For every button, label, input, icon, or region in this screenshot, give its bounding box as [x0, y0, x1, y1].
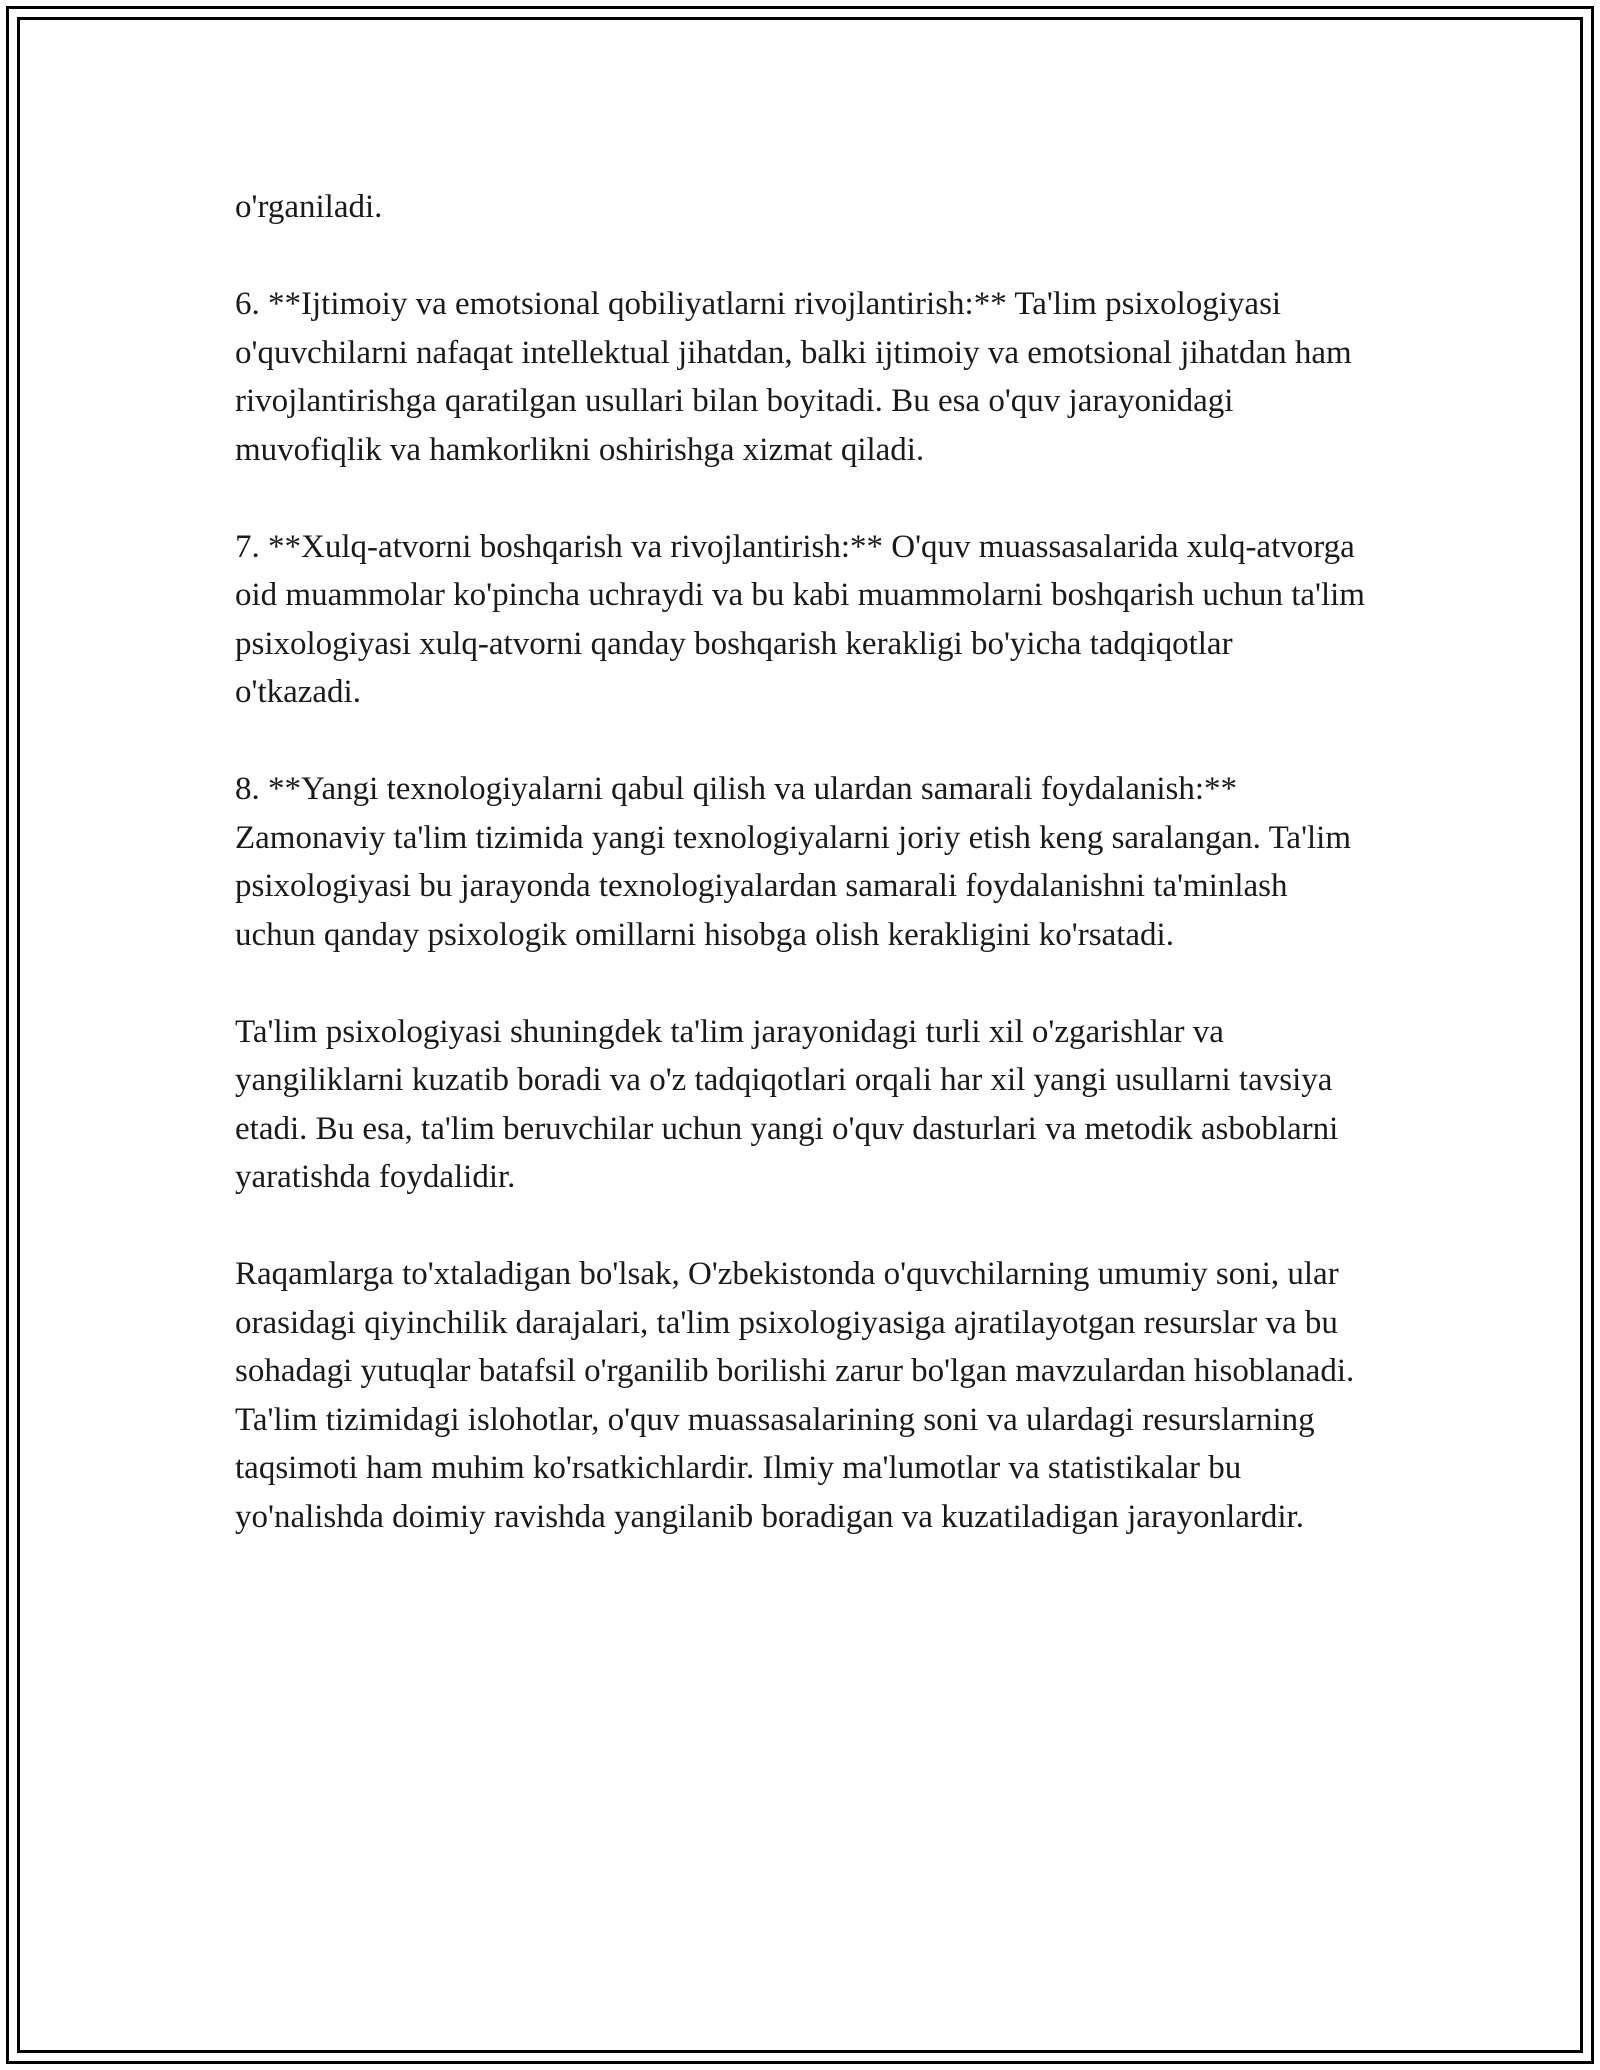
paragraph-summary: Ta'lim psixologiyasi shuningdek ta'lim jarayonidagi turli xil o'zgarishlar va yangiliklarni kuzatib boradi va o'z tadqiqotlari orqali har xil yangi usullarni tavsiya etadi. Bu esa, ta'lim beruvchilar uchun yangi o'quv dasturlari va metodik asboblarni yaratishda foydalidir.: [235, 1013, 1339, 1195]
paragraph-continuation: o'rganiladi.: [235, 189, 383, 225]
paragraph-item-6: 6. **Ijtimoiy va emotsional qobiliyatlarni rivojlantirish:** Ta'lim psixologiyasi o'quvchilarni nafaqat intellektual jihatdan, balki ijtimoiy va emotsional jihatdan ham rivojlantirishga qaratilgan usullari bilan boyitadi. Bu esa o'quv jarayonidagi muvofiqlik va hamkorlikni oshirishga xizmat qiladi.: [235, 286, 1352, 468]
document-body: [235, 183, 1365, 1541]
paragraph-conclusion: Raqamlarga to'xtaladigan bo'lsak, O'zbekistonda o'quvchilarning umumiy soni, ular orasidagi qiyinchilik darajalari, ta'lim psixologiyasiga ajratilayotgan resurslar va bu sohadagi yutuqlar batafsil o'rganilib borilishi zarur bo'lgan mavzulardan hisoblanadi. Ta'lim tizimidagi islohotlar, o'quv muassasalarining soni va ulardagi resurslarning taqsimoti ham muhim ko'rsatkichlardir. Ilmiy ma'lumotlar va statistikalar bu yo'nalishda doimiy ravishda yangilanib boradigan va kuzatiladigan jarayonlardir.: [235, 1256, 1355, 1535]
paragraph-item-7: 7. **Xulq-atvorni boshqarish va rivojlantirish:** O'quv muassasalarida xulq-atvorga oid muammolar ko'pincha uchraydi va bu kabi muammolarni boshqarish uchun ta'lim psixologiyasi xulq-atvorni qanday boshqarish kerakligi bo'yicha tadqiqotlar o'tkazadi.: [235, 528, 1365, 710]
paragraph-item-8: 8. **Yangi texnologiyalarni qabul qilish va ulardan samarali foydalanish:** Zamonaviy ta'lim tizimida yangi texnologiyalarni joriy etish keng saralangan. Ta'lim psixologiyasi bu jarayonda texnologiyalardan samarali foydalanishni ta'minlash uchun qanday psixologik omillarni hisobga olish kerakligini ko'rsatadi.: [235, 771, 1352, 953]
